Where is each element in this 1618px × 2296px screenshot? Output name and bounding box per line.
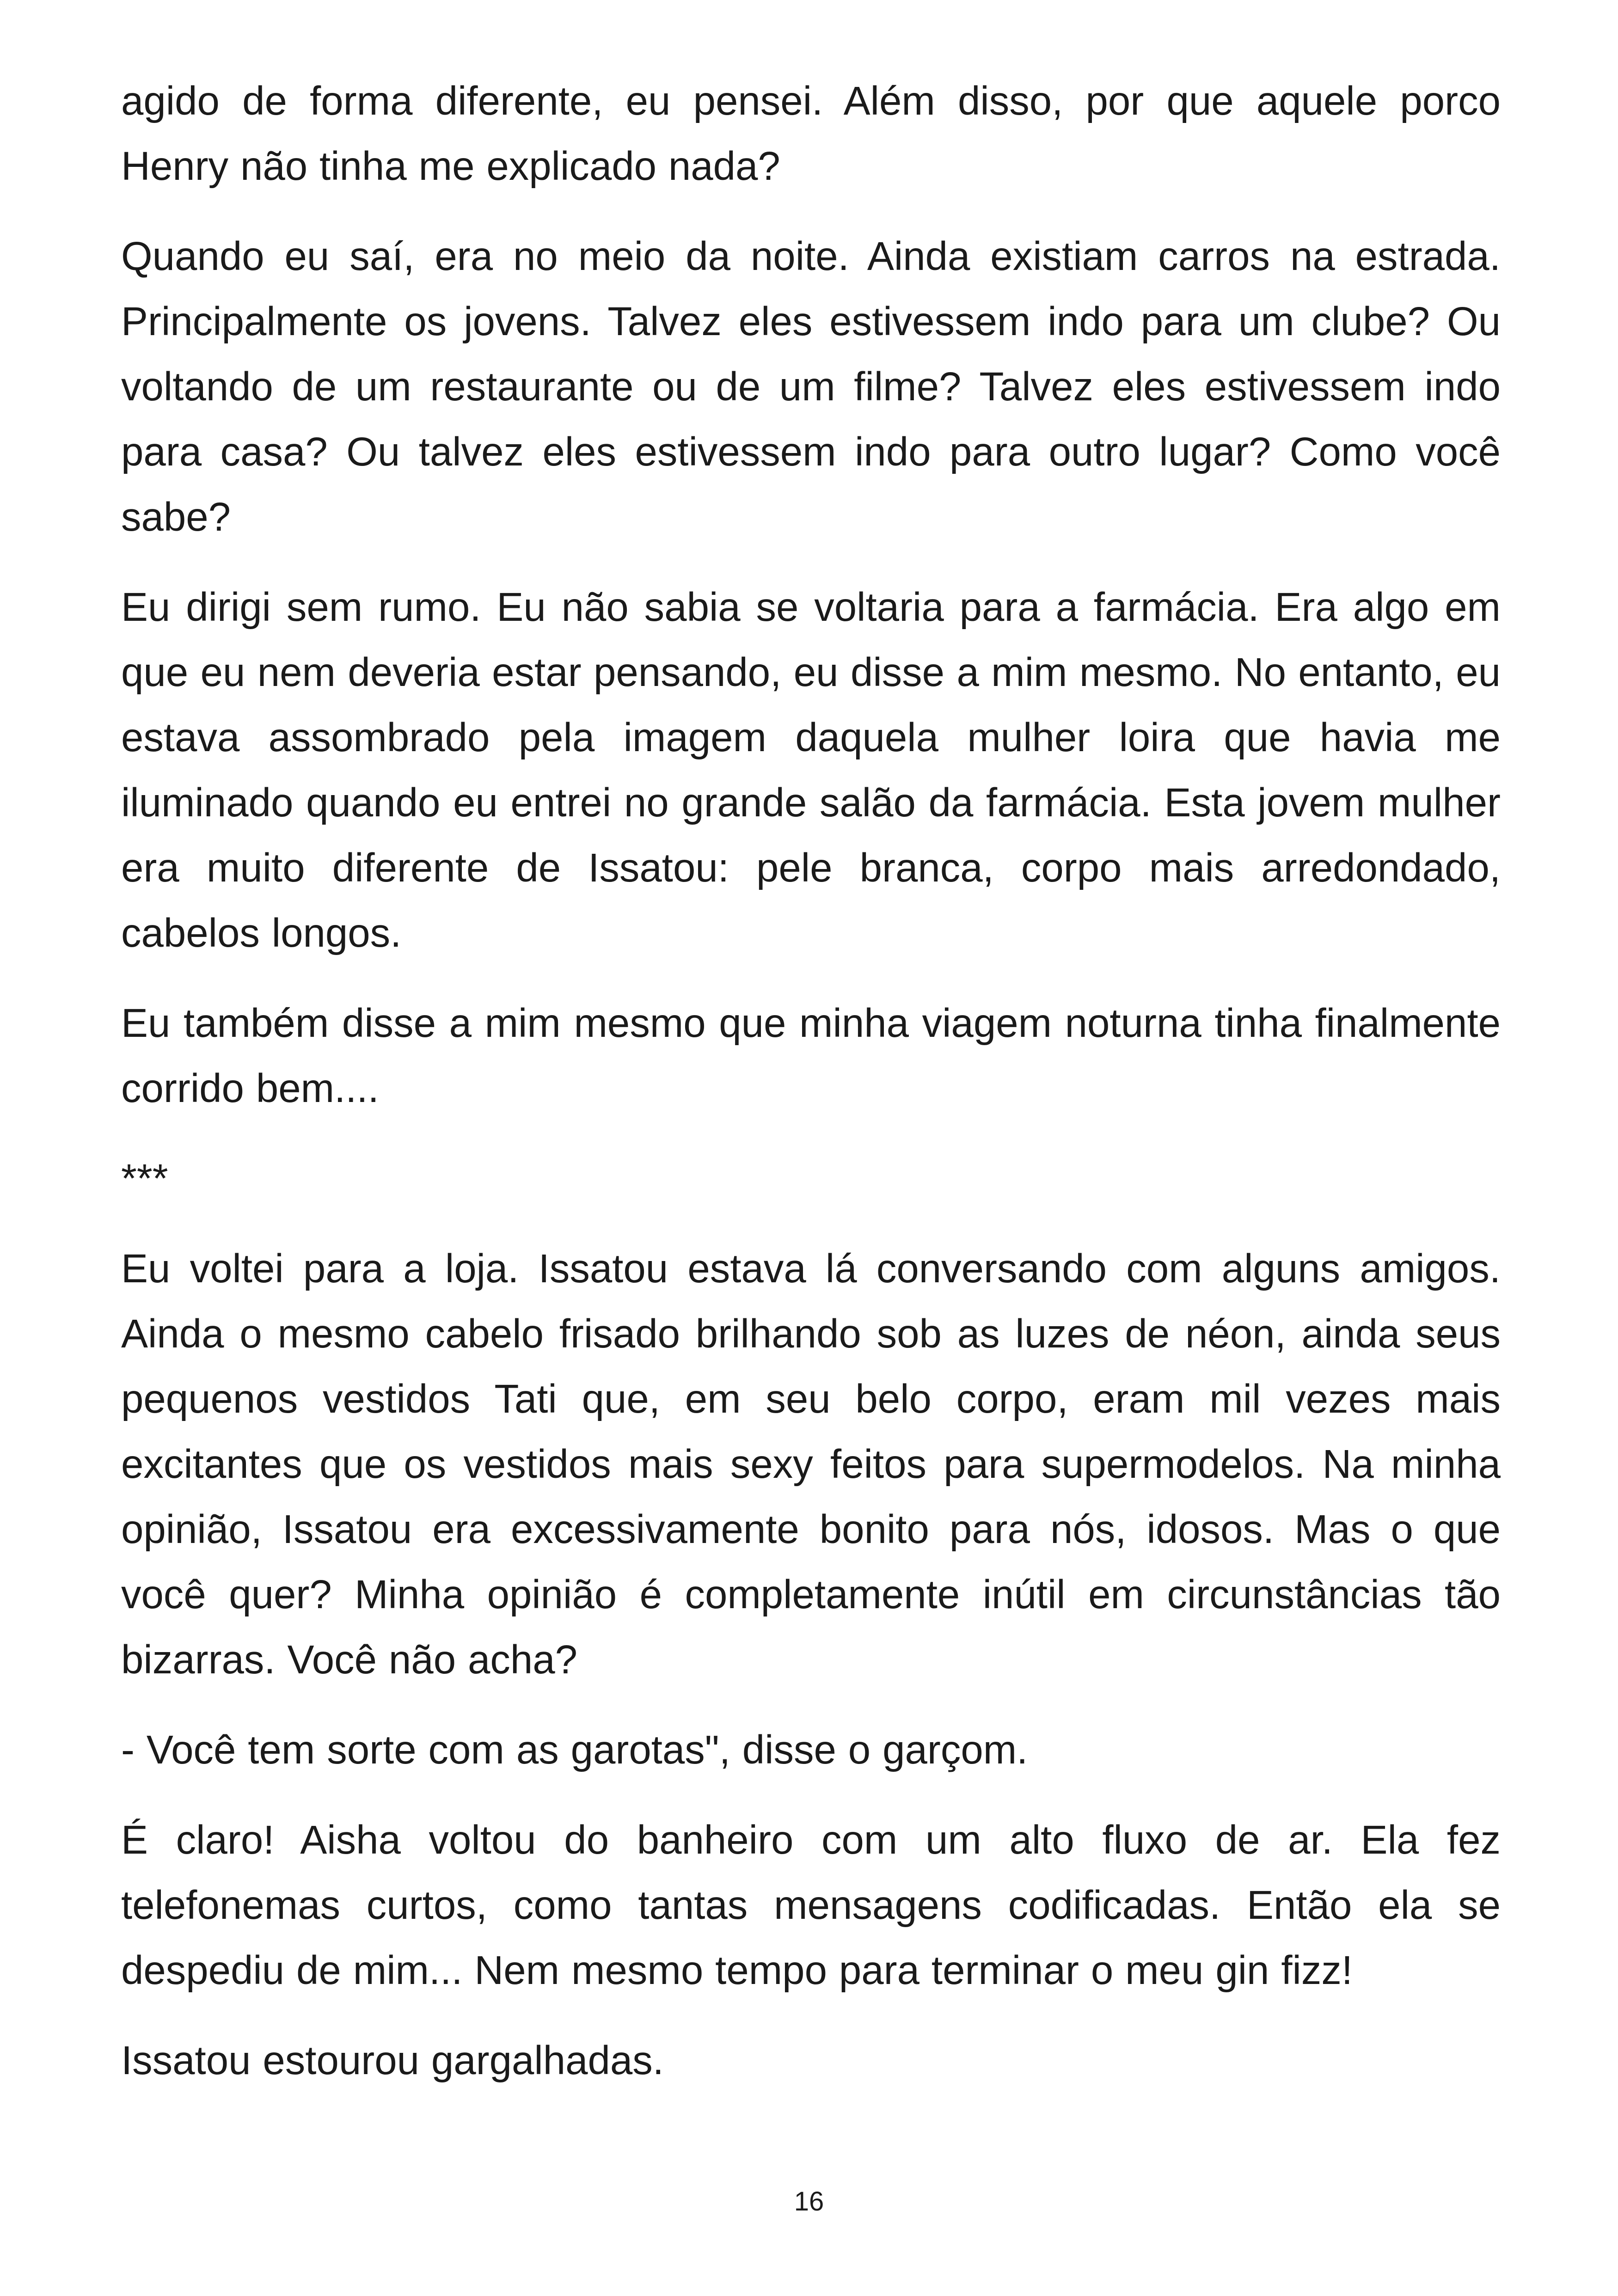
paragraph: Eu também disse a mim mesmo que minha viagem noturna tinha finalmente corrido bem....	[121, 1001, 1501, 1111]
paragraph: agido de forma diferente, eu pensei. Além disso, por que aquele porco Henry não tinha me explicado nada?	[121, 79, 1501, 189]
paragraph: Issatou estourou gargalhadas.	[121, 2038, 664, 2083]
paragraph: Eu voltei para a loja. Issatou estava lá conversando com alguns amigos. Ainda o mesmo cabelo frisado brilhando sob as luzes de néon, ainda seus pequenos vestidos Tati que, em seu belo corpo, eram mil vezes mais excitantes que os vestidos mais sexy feitos para supermodelos. Na minha opinião, Issatou era excessivamente bonito para nós, idosos. Mas o que você quer? Minha opinião é completamente inútil em circunstâncias tão bizarras. Você não acha?	[121, 1246, 1501, 1682]
paragraph: Eu dirigi sem rumo. Eu não sabia se voltaria para a farmácia. Era algo em que eu nem deveria estar pensando, eu disse a mim mesmo. No entanto, eu estava assombrado pela imagem daquela mulher loira que havia me iluminado quando eu entrei no grande salão da farmácia. Esta jovem mulher era muito diferente de Issatou: pele branca, corpo mais arredondado, cabelos longos.	[121, 585, 1501, 955]
page-number: 16	[794, 2186, 824, 2216]
paragraph: - Você tem sorte com as garotas", disse o garçom.	[121, 1727, 1028, 1772]
paragraph: Quando eu saí, era no meio da noite. Ainda existiam carros na estrada. Principalmente os jovens. Talvez eles estivessem indo para um clube? Ou voltando de um restaurante ou de um filme? Talvez eles estivessem indo para casa? Ou talvez eles estivessem indo para outro lugar? Como você sabe?	[121, 234, 1501, 539]
page-body	[121, 68, 1501, 2118]
paragraph: É claro! Aisha voltou do banheiro com um alto fluxo de ar. Ela fez telefonemas curtos, como tantas mensagens codificadas. Então ela se despediu de mim... Nem mesmo tempo para terminar o meu gin fizz!	[121, 1818, 1501, 1993]
section-separator: ***	[121, 1156, 168, 1201]
